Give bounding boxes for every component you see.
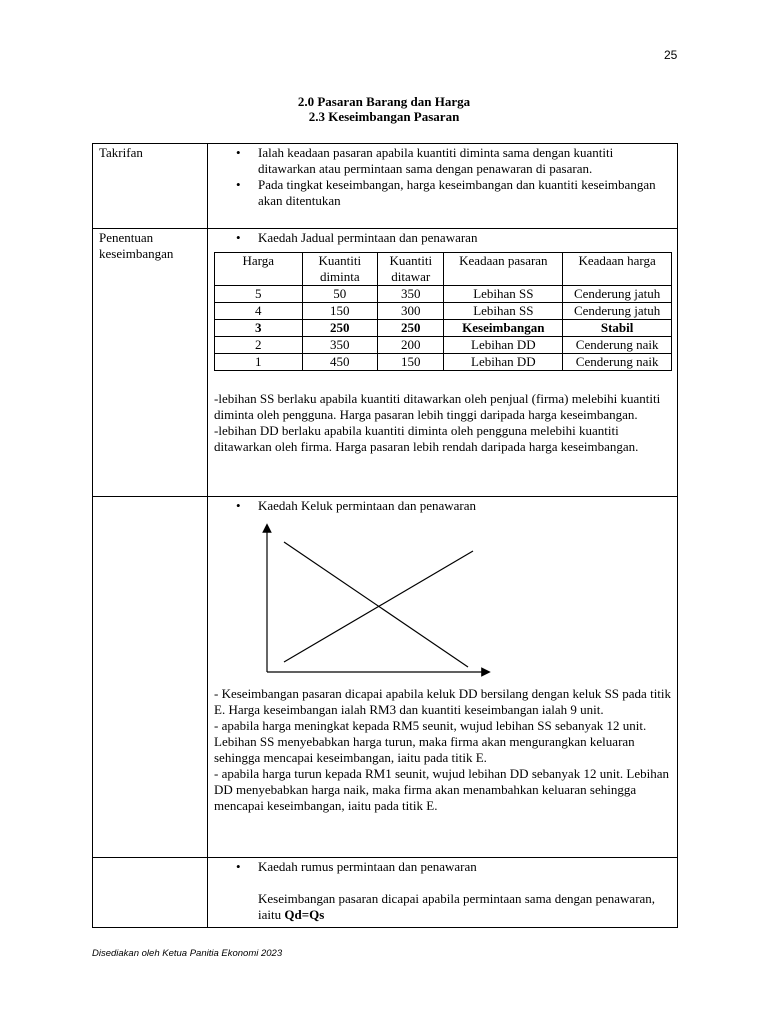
footer-credit: Disediakan oleh Ketua Panitia Ekonomi 2023 [92, 948, 283, 959]
supply-curve [284, 551, 473, 662]
cell-harga: 4 [215, 303, 303, 320]
bullet-item: • Kaedah Jadual permintaan dan penawaran [258, 230, 672, 246]
rumus-text [214, 891, 672, 923]
cell-keadaan-harga: Stabil [563, 320, 672, 337]
row-penentuan [93, 229, 678, 497]
row-keluk [93, 497, 678, 858]
label-takrifan: Takrifan [93, 144, 208, 229]
row-takrifan [93, 144, 678, 229]
bullet-item: • Kaedah rumus permintaan dan penawaran [258, 859, 672, 875]
bullet-item: • Kaedah Keluk permintaan dan penawaran [258, 498, 672, 514]
keluk-paragraph: - apabila harga meningkat kepada RM5 seunit, wujud lebihan SS sebanyak 12 unit. Lebihan SS menyebabkan harga turun, maka firma akan mengurangkan keluaran sehingga mencapai keseimbangan, iaitu pada titik E. [214, 718, 647, 765]
cell-pasaran: Lebihan SS [444, 303, 563, 320]
content-rumus [208, 858, 678, 928]
rumus-formula: Qd=Qs [284, 907, 325, 922]
page-number: 25 [664, 48, 678, 62]
cell-pasaran: Lebihan DD [444, 337, 563, 354]
cell-harga: 5 [215, 286, 303, 303]
cell-diminta: 250 [302, 320, 377, 337]
header-keadaan-pasaran: Keadaan pasaran [444, 253, 563, 286]
schedule-row [215, 286, 672, 303]
cell-ditawar: 250 [378, 320, 444, 337]
header-harga: Harga [215, 253, 303, 286]
rumus-sentence: Keseimbangan pasaran dicapai apabila permintaan sama dengan penawaran, iaitu [258, 891, 656, 922]
cell-pasaran: Lebihan DD [444, 354, 563, 371]
keluk-paragraph: - apabila harga turun kepada RM1 seunit, wujud lebihan DD sebanyak 12 unit. Lebihan DD menyebabkan harga naik, maka firma akan menambahkan keluaran sehingga mencapai keseimbangan, iaitu pada titik E. [214, 766, 670, 813]
cell-diminta: 450 [302, 354, 377, 371]
header-kuantiti-ditawar: Kuantiti ditawar [378, 253, 444, 286]
bullet-item: • Pada tingkat keseimbangan, harga keseimbangan dan kuantiti keseimbangan akan ditentukan [258, 177, 672, 209]
cell-keadaan-harga: Cenderung naik [563, 337, 672, 354]
cell-harga: 1 [215, 354, 303, 371]
schedule-row [215, 354, 672, 371]
cell-keadaan-harga: Cenderung naik [563, 354, 672, 371]
demand-supply-schedule [214, 252, 672, 371]
takrifan-bullets [214, 145, 672, 209]
header-kuantiti-diminta: Kuantiti diminta [302, 253, 377, 286]
keluk-bullets [214, 498, 672, 514]
schedule-row [215, 303, 672, 320]
rumus-bullets [214, 859, 672, 875]
subsection-heading: 2.3 Keseimbangan Pasaran [308, 109, 460, 124]
cell-pasaran: Keseimbangan [444, 320, 563, 337]
keluk-paragraph: - Keseimbangan pasaran dicapai apabila keluk DD bersilang dengan keluk SS pada titik E. Harga keseimbangan ialah RM3 dan kuantiti keseimbangan ialah 9 unit. [214, 686, 672, 717]
cell-keadaan-harga: Cenderung jatuh [563, 303, 672, 320]
row-rumus [93, 858, 678, 928]
label-empty [93, 858, 208, 928]
cell-ditawar: 300 [378, 303, 444, 320]
label-empty [93, 497, 208, 858]
label-penentuan: Penentuan keseimbangan [93, 229, 208, 497]
cell-diminta: 150 [302, 303, 377, 320]
cell-keadaan-harga: Cenderung jatuh [563, 286, 672, 303]
cell-harga: 2 [215, 337, 303, 354]
chapter-heading: 2.0 Pasaran Barang dan Harga [297, 94, 471, 109]
demand-curve [284, 542, 468, 667]
cell-ditawar: 200 [378, 337, 444, 354]
schedule-row [215, 337, 672, 354]
cell-diminta: 50 [302, 286, 377, 303]
schedule-header-row [215, 253, 672, 286]
cell-diminta: 350 [302, 337, 377, 354]
demand-supply-diagram [254, 522, 494, 682]
cell-pasaran: Lebihan SS [444, 286, 563, 303]
cell-harga: 3 [215, 320, 303, 337]
notes-table [92, 143, 678, 928]
note-lebihan-dd: -lebihan DD berlaku apabila kuantiti diminta oleh pengguna melebihi kuantiti ditawarkan oleh firma. Harga pasaran lebih rendah daripada harga keseimbangan. [214, 423, 639, 454]
cell-ditawar: 350 [378, 286, 444, 303]
schedule-row-equilibrium [215, 320, 672, 337]
header-keadaan-harga: Keadaan harga [563, 253, 672, 286]
content-keluk [208, 497, 678, 858]
cell-ditawar: 150 [378, 354, 444, 371]
penentuan-bullets [214, 230, 672, 246]
content-takrifan [208, 144, 678, 229]
section-title [0, 94, 768, 124]
bullet-item: • Ialah keadaan pasaran apabila kuantiti diminta sama dengan kuantiti ditawarkan atau permintaan sama dengan penawaran di pasaran. [258, 145, 672, 177]
content-penentuan [208, 229, 678, 497]
note-lebihan-ss: -lebihan SS berlaku apabila kuantiti ditawarkan oleh penjual (firma) melebihi kuantiti diminta oleh pengguna. Harga pasaran lebih tinggi daripada harga keseimbangan. [214, 391, 661, 422]
